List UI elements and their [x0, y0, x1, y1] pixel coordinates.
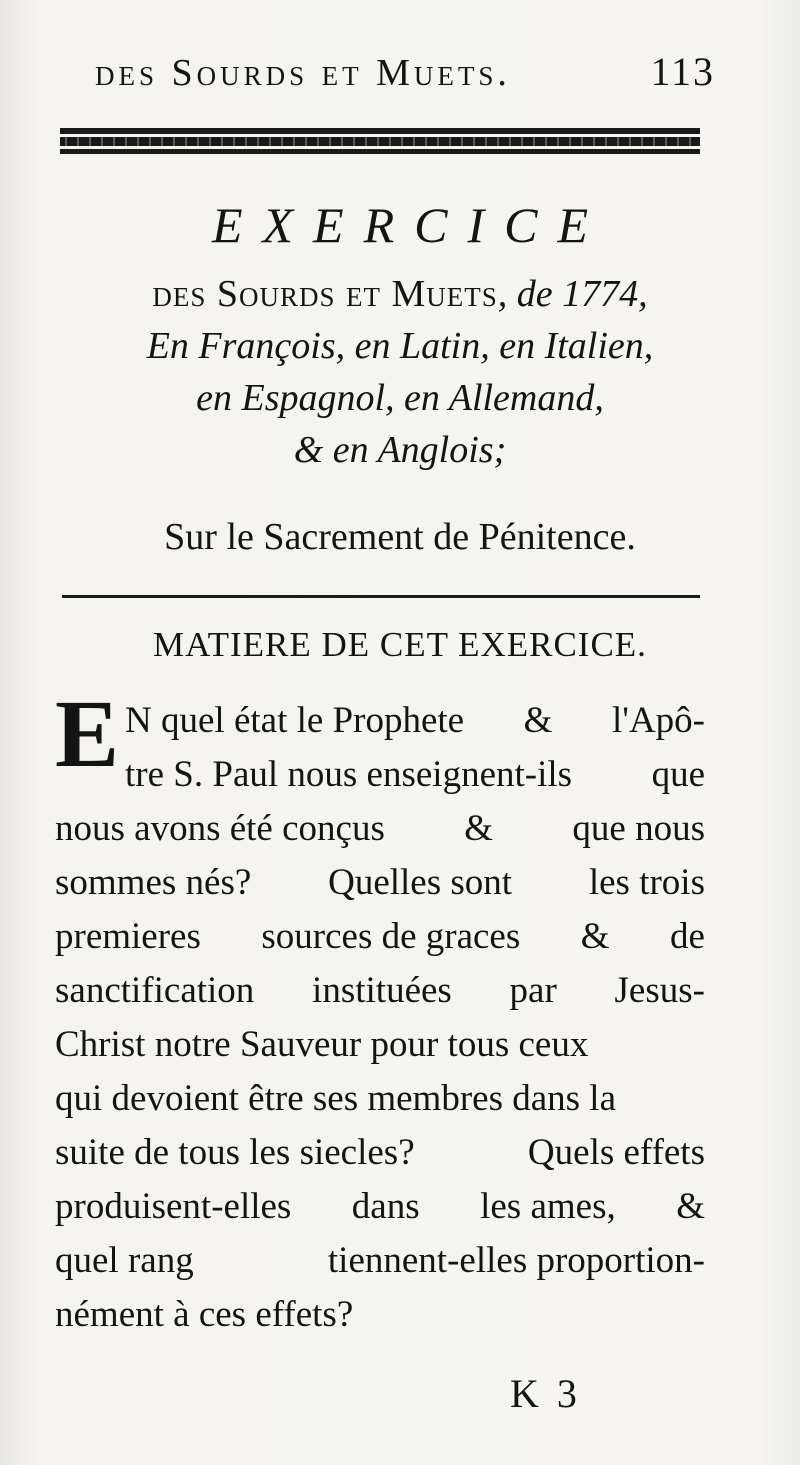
body-line-6: sanctification instituées par Jesus-: [55, 970, 705, 1011]
ornamental-rule-top: [60, 128, 700, 134]
body-line-11: quel rang tiennent-elles proportion-: [55, 1240, 705, 1281]
body-line-12: nément à ces effets?: [55, 1294, 354, 1335]
opening-lines: [55, 680, 705, 802]
heading-title: EXERCICE: [211, 197, 609, 253]
heading-line-4: & en Anglois;: [293, 429, 507, 471]
body-line-3: nous avons été conçus & que nous: [55, 808, 705, 849]
section-title: MATIERE DE CET EXERCICE.: [153, 625, 647, 664]
drop-cap: E: [55, 680, 120, 787]
running-head-title: des Sourds et Muets.: [95, 52, 511, 94]
heading-line-3: en Espagnol, en Allemand,: [196, 377, 604, 419]
body-line-5: premieres sources de graces & de: [55, 916, 705, 957]
heading-line-1-italic: , de 1774,: [497, 273, 648, 315]
body-line-4: sommes nés? Quelles sont les trois: [55, 862, 705, 903]
heading-line-2: En François, en Latin, en Italien,: [146, 325, 654, 367]
body-line-8: qui devoient être ses membres dans la: [55, 1078, 616, 1119]
body-line-9: suite de tous les siecles? Quels effets: [55, 1132, 705, 1173]
body-paragraph: [55, 680, 705, 1342]
heading-line-1: [40, 268, 760, 320]
running-head: [95, 48, 715, 98]
section-divider: [62, 595, 700, 598]
heading-line-1-smallcaps: des Sourds et Muets: [152, 273, 498, 315]
body-line-10: produisent-elles dans les ames, &: [55, 1186, 705, 1227]
chapter-heading: [40, 190, 760, 476]
body-line-7: Christ notre Sauveur pour tous ceux: [55, 1024, 589, 1065]
ornamental-rule: [60, 128, 700, 156]
signature-mark: K 3: [510, 1371, 581, 1416]
page-number: 113: [650, 49, 715, 94]
ornamental-rule-bottom: [60, 149, 700, 154]
body-line-2: tre S. Paul nous enseignent-ils que: [125, 754, 705, 795]
body-line-1: N quel état le Prophete & l'Apô-: [125, 700, 705, 741]
ornamental-rule-middle: [60, 137, 700, 146]
opening-lines-text: [125, 694, 705, 802]
subject-line: Sur le Sacrement de Pénitence.: [164, 516, 636, 558]
